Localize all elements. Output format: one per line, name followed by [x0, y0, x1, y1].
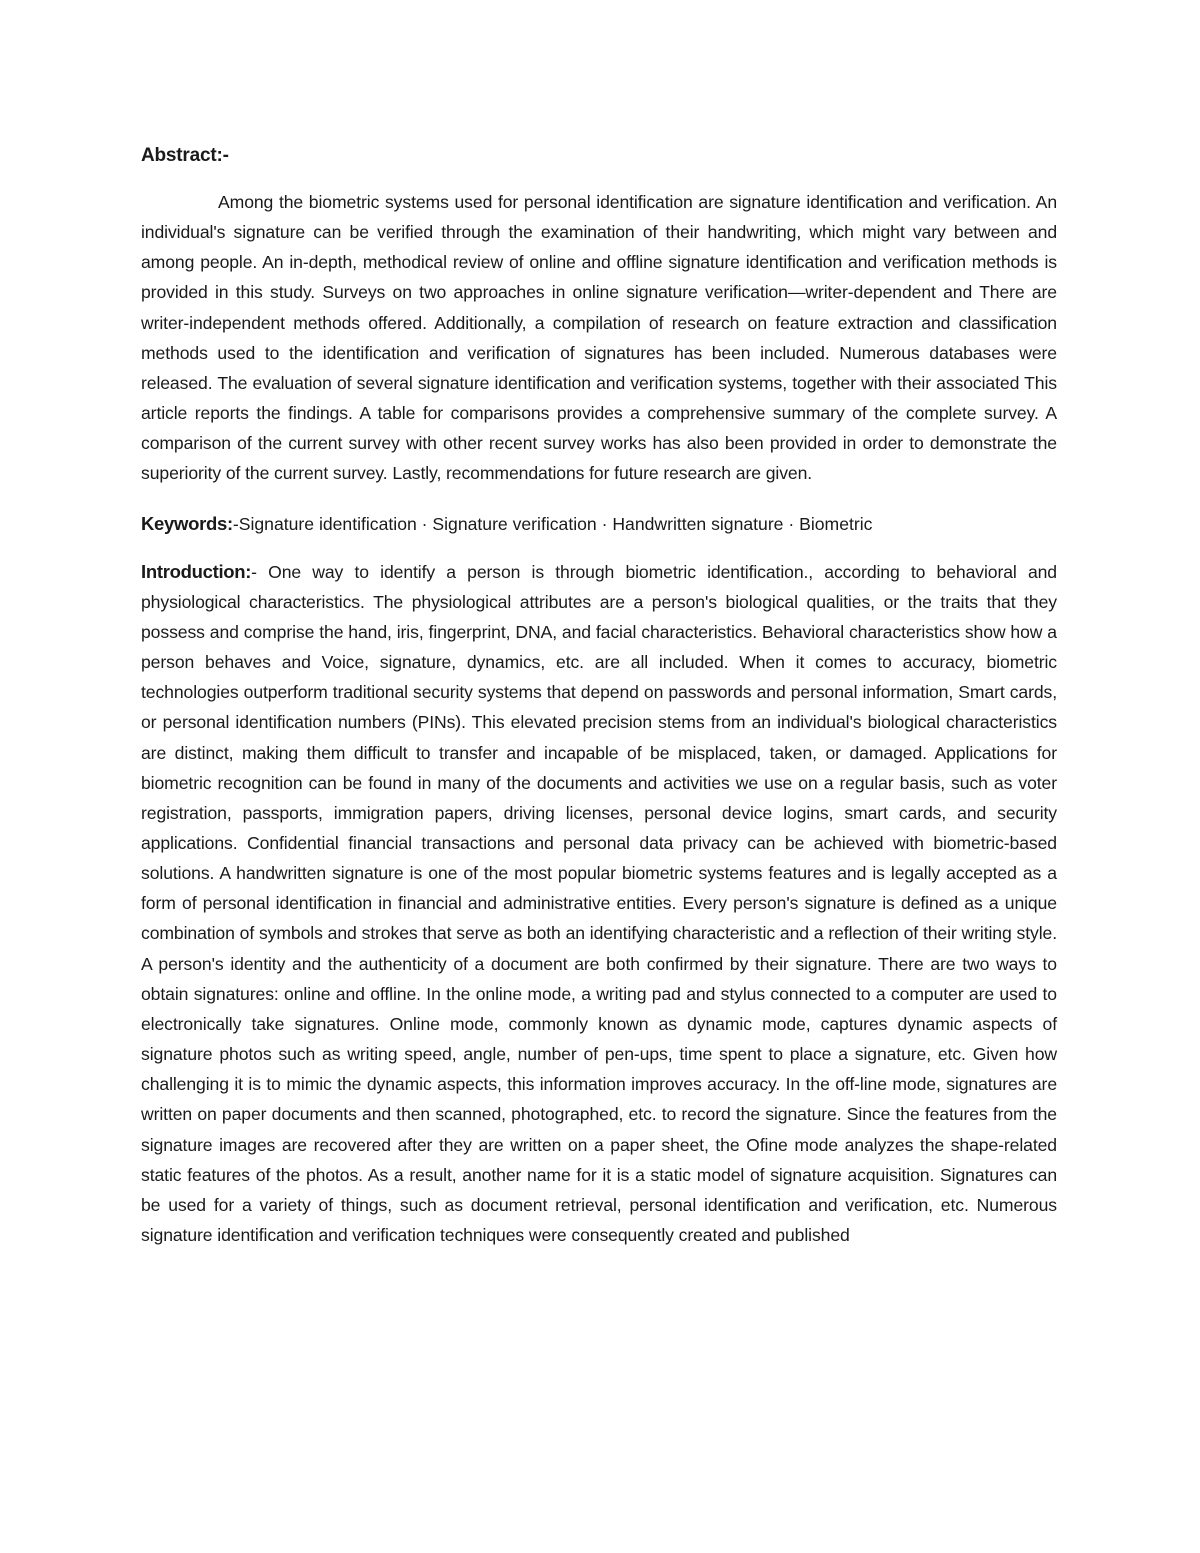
keywords-label: Keywords:	[141, 512, 233, 534]
keywords-line	[141, 509, 1057, 539]
document-content	[141, 141, 1057, 1250]
keywords-text: -Signature identification · Signature verification · Handwritten signature · Biometric	[232, 513, 873, 534]
introduction-paragraph	[141, 557, 1057, 1251]
introduction-label: Introduction:	[141, 560, 252, 582]
introduction-body: - One way to identify a person is through biometric identification., according to behavioral and physiological characteristics. The physiological attributes are a person's biological qualities, or the traits that they possess and comprise the hand, iris, fingerprint, DNA, and facial characteristics. Behavioral characteristics show how a person behaves and Voice, signature, dynamics, etc. are all included. When it comes to accuracy, biometric technologies outperform traditional security systems that depend on passwords and personal information, Smart cards, or personal identification numbers (PINs). This elevated precision stems from an individual's biological characteristics are distinct, making them difficult to transfer and incapable of be misplaced, taken, or damaged. Applications for biometric recognition can be found in many of the documents and activities we use on a regular basis, such as voter registration, passports, immigration papers, driving licenses, personal device logins, smart cards, and security applications. Confidential financial transactions and personal data privacy can be achieved with biometric-based solutions. A handwritten signature is one of the most popular biometric systems features and is legally accepted as a form of personal identification in financial and administrative entities. Every person's signature is defined as a unique combination of symbols and strokes that serve as both an identifying characteristic and a reflection of their writing style. A person's identity and the authenticity of a document are both confirmed by their signature. There are two ways to obtain signatures: online and offline. In the online mode, a writing pad and stylus connected to a computer are used to electronically take signatures. Online mode, commonly known as dynamic mode, captures dynamic aspects of signature photos such as writing speed, angle, number of pen-ups, time spent to place a signature, etc. Given how challenging it is to mimic the dynamic aspects, this information improves accuracy. In the off-line mode, signatures are written on paper documents and then scanned, photographed, etc. to record the signature. Since the features from the signature images are recovered after they are written on a paper sheet, the Ofine mode analyzes the shape-related static features of the photos. As a result, another name for it is a static model of signature acquisition. Signatures can be used for a variety of things, such as document retrieval, personal identification and verification, etc. Numerous signature identification and verification techniques were consequently created and published	[141, 561, 1057, 1245]
abstract-heading: Abstract:-	[141, 145, 229, 166]
abstract-paragraph: Among the biometric systems used for personal identification are signature identification and verification. An individual's signature can be verified through the examination of their handwriting, which might vary between and among people. An in-depth, methodical review of online and offline signature identification and verification methods is provided in this study. Surveys on two approaches in online signature verification—writer-dependent and There are writer-independent methods offered. Additionally, a compilation of research on feature extraction and classification methods used to the identification and verification of signatures has been included. Numerous databases were released. The evaluation of several signature identification and verification systems, together with their associated This article reports the findings. A table for comparisons provides a comprehensive summary of the complete survey. A comparison of the current survey with other recent survey works has also been provided in order to demonstrate the superiority of the current survey. Lastly, recommendations for future research are given.	[141, 192, 1057, 484]
